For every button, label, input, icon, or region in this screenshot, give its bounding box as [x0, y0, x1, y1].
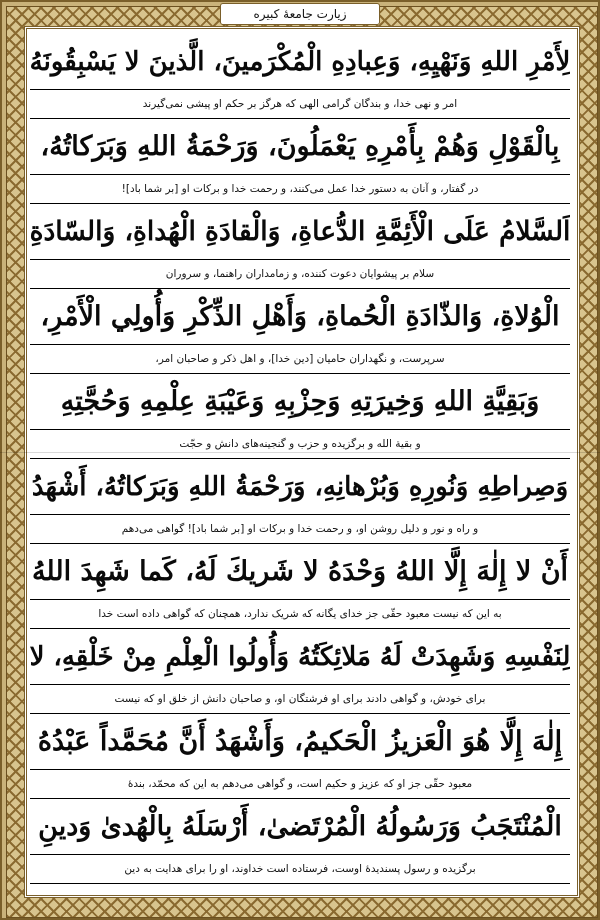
- arabic-line: اَلسَّلامُ عَلَى الْأَئِمَّةِ الدُّعاةِ، وَالْقادَةِ الْهُداةِ، وَالسّادَةِ: [30, 204, 570, 260]
- arabic-line: وَصِراطِهِ وَنُورِهِ وَبُرْهانِهِ، وَرَحْمَةُ اللهِ وَبَرَكاتُهُ، أَشْهَدُ: [30, 459, 570, 515]
- arabic-line: لِنَفْسِهِ وَشَهِدَتْ لَهُ مَلائِكَتُهُ وَأُولُوا الْعِلْمِ مِنْ خَلْقِهِ، لا: [30, 629, 570, 685]
- persian-translation: به این که نیست معبود حقّی جز خدای یگانه که شریک ندارد، همچنان که گواهی داده است خدا: [30, 600, 570, 629]
- arabic-line: أَنْ لا إِلٰهَ إِلَّا اللهُ وَحْدَهُ لا شَريكَ لَهُ، كَما شَهِدَ اللهُ: [30, 544, 570, 600]
- persian-translation: برگزیده و رسول پسندیدهٔ اوست، فرستاده است خداوند، او را برای هدایت به دین: [30, 855, 570, 884]
- verse-block: [30, 714, 570, 799]
- arabic-line: لِأَمْرِ اللهِ وَنَهْيِهِ، وَعِبادِهِ الْمُكْرَمينَ، الَّذينَ لا يَسْبِقُونَهُ: [30, 34, 570, 90]
- verse-block: [30, 544, 570, 629]
- persian-translation: معبود حقّی جز او که عزیز و حکیم است، و گواهی می‌دهم به این که محمّد، بندهٔ: [30, 770, 570, 799]
- arabic-line: الْمُنْتَجَبُ وَرَسُولُهُ الْمُرْتَضىٰ، أَرْسَلَهُ بِالْهُدىٰ وَدينِ: [30, 799, 570, 855]
- arabic-line: بِالْقَوْلِ وَهُمْ بِأَمْرِهِ يَعْمَلُونَ، وَرَحْمَةُ اللهِ وَبَرَكاتُهُ،: [30, 119, 570, 175]
- verse-block: [30, 119, 570, 204]
- persian-translation: سرپرست، و نگهداران حامیان [دین خدا]، و اهل ذکر و صاحبان امر،: [30, 345, 570, 374]
- persian-translation: در گفتار، و آنان به دستور خدا عمل می‌کنند، و رحمت خدا و برکات او [بر شما باد]!: [30, 175, 570, 204]
- verse-block: [30, 799, 570, 884]
- text-page: [30, 34, 570, 890]
- persian-translation: امر و نهی خدا، و بندگان گرامی الهی که هرگز بر حکم او پیشی نمی‌گیرند: [30, 90, 570, 119]
- verse-block: [30, 34, 570, 119]
- page-fold-line: [0, 452, 600, 453]
- page-title: زیارت جامعهٔ کبیره: [220, 3, 380, 25]
- persian-translation: برای خودش، و گواهی دادند برای او فرشتگان او، و صاحبان دانش از خلق او که نیست: [30, 685, 570, 714]
- persian-translation: و بقیة الله و برگزیده و حزب و گنجینه‌های دانش و حجّت: [30, 430, 570, 459]
- arabic-line: إِلٰهَ إِلَّا هُوَ الْعَزيزُ الْحَكيمُ، وَأَشْهَدُ أَنَّ مُحَمَّداً عَبْدُهُ: [30, 714, 570, 770]
- verse-block: [30, 289, 570, 374]
- persian-translation: و راه و نور و دلیل روشن او، و رحمت خدا و برکات او [بر شما باد]! گواهی می‌دهم: [30, 515, 570, 544]
- verse-block: [30, 629, 570, 714]
- verse-block: [30, 204, 570, 289]
- verse-block: [30, 459, 570, 544]
- arabic-line: وَبَقِيَّةِ اللهِ وَخِيرَتِهِ وَحِزْبِهِ وَعَيْبَةِ عِلْمِهِ وَحُجَّتِهِ: [30, 374, 570, 430]
- persian-translation: سلام بر پیشوایان دعوت کننده، و زمامداران راهنما، و سروران: [30, 260, 570, 289]
- verse-block: [30, 374, 570, 459]
- arabic-line: الْوُلاةِ، وَالذّادَةِ الْحُماةِ، وَأَهْلِ الذِّكْرِ وَأُولِي الْأَمْرِ،: [30, 289, 570, 345]
